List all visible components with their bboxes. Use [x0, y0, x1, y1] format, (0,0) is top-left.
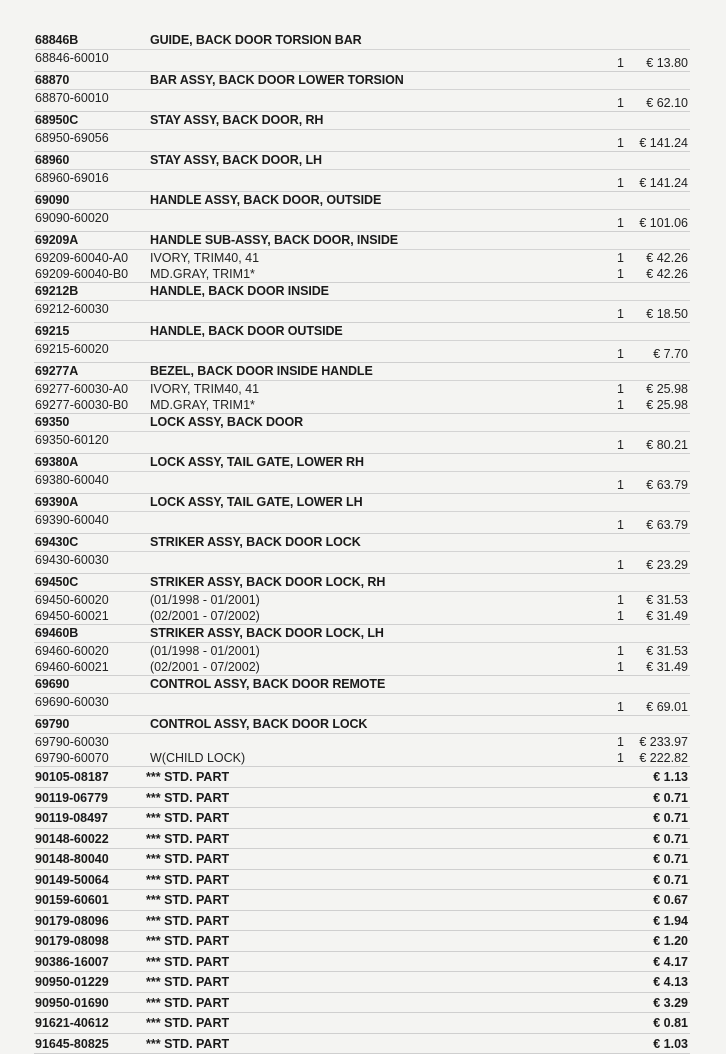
- part-price: € 42.26: [646, 266, 688, 282]
- group-title: STAY ASSY, BACK DOOR, RH: [150, 112, 323, 129]
- group-code: 68870: [35, 72, 69, 89]
- part-number: 69090-60020: [35, 210, 109, 226]
- part-quantity: 1: [614, 346, 624, 362]
- part-quantity: 1: [614, 643, 624, 659]
- group-title: STRIKER ASSY, BACK DOOR LOCK, LH: [150, 625, 384, 642]
- part-group: [34, 454, 690, 494]
- part-quantity: 1: [614, 437, 624, 453]
- part-number: 69277-60030-B0: [35, 397, 128, 413]
- part-price: € 233.97: [639, 734, 688, 750]
- part-number: 69460-60021: [35, 659, 109, 675]
- std-part-price: € 0.71: [653, 849, 688, 869]
- part-row: [34, 397, 690, 413]
- std-part-number: 90119-06779: [35, 788, 108, 808]
- part-quantity: 1: [614, 135, 624, 151]
- part-group: [34, 494, 690, 534]
- part-description: MD.GRAY, TRIM1*: [150, 397, 255, 413]
- part-number: 69450-60020: [35, 592, 109, 608]
- group-header: [34, 323, 690, 341]
- part-quantity: 1: [614, 381, 624, 397]
- parts-list: [34, 32, 690, 1054]
- part-description: (02/2001 - 07/2002): [150, 608, 260, 624]
- standard-parts: [34, 767, 690, 1054]
- std-part-row: [34, 870, 690, 891]
- std-part-description: *** STD. PART: [146, 972, 229, 992]
- part-row: [34, 734, 690, 750]
- std-part-price: € 0.71: [653, 870, 688, 890]
- std-part-number: 90149-50064: [35, 870, 109, 890]
- std-part-number: 90159-60601: [35, 890, 109, 910]
- part-number: 69690-60030: [35, 694, 109, 710]
- group-code: 69350: [35, 414, 69, 431]
- std-part-description: *** STD. PART: [146, 870, 229, 890]
- part-quantity: 1: [614, 55, 624, 71]
- part-number: 69430-60030: [35, 552, 109, 568]
- part-description: IVORY, TRIM40, 41: [150, 381, 259, 397]
- std-part-price: € 1.03: [653, 1034, 688, 1054]
- part-number: 69380-60040: [35, 472, 109, 488]
- part-quantity: 1: [614, 250, 624, 266]
- part-description: (01/1998 - 01/2001): [150, 643, 260, 659]
- std-part-description: *** STD. PART: [146, 993, 229, 1013]
- group-title: HANDLE, BACK DOOR INSIDE: [150, 283, 329, 300]
- part-price: € 31.49: [646, 608, 688, 624]
- group-header: [34, 494, 690, 512]
- part-number: 69350-60120: [35, 432, 109, 448]
- part-group: [34, 283, 690, 323]
- std-part-price: € 1.20: [653, 931, 688, 951]
- group-header: [34, 534, 690, 552]
- std-part-description: *** STD. PART: [146, 829, 229, 849]
- part-quantity: 1: [614, 477, 624, 493]
- group-code: 69215: [35, 323, 69, 340]
- part-number: 68870-60010: [35, 90, 109, 106]
- part-number: 69209-60040-B0: [35, 266, 128, 282]
- part-description: IVORY, TRIM40, 41: [150, 250, 259, 266]
- part-number: 69460-60020: [35, 643, 109, 659]
- std-part-description: *** STD. PART: [146, 788, 229, 808]
- group-code: 69390A: [35, 494, 78, 511]
- part-price: € 80.21: [646, 437, 688, 453]
- std-part-description: *** STD. PART: [146, 1034, 229, 1054]
- part-group: [34, 716, 690, 767]
- std-part-row: [34, 1013, 690, 1034]
- part-group: [34, 363, 690, 414]
- part-number: 68950-69056: [35, 130, 109, 146]
- part-price: € 63.79: [646, 477, 688, 493]
- part-row: [34, 210, 690, 231]
- part-group: [34, 625, 690, 676]
- group-header: [34, 454, 690, 472]
- std-part-price: € 0.71: [653, 829, 688, 849]
- std-part-number: 91645-80825: [35, 1034, 109, 1054]
- std-part-price: € 0.67: [653, 890, 688, 910]
- part-price: € 31.53: [646, 643, 688, 659]
- std-part-row: [34, 829, 690, 850]
- part-price: € 25.98: [646, 381, 688, 397]
- group-title: HANDLE SUB-ASSY, BACK DOOR, INSIDE: [150, 232, 398, 249]
- std-part-price: € 1.94: [653, 911, 688, 931]
- group-title: HANDLE, BACK DOOR OUTSIDE: [150, 323, 343, 340]
- std-part-description: *** STD. PART: [146, 911, 229, 931]
- part-quantity: 1: [614, 266, 624, 282]
- part-quantity: 1: [614, 699, 624, 715]
- part-row: [34, 250, 690, 266]
- part-row: [34, 432, 690, 453]
- std-part-description: *** STD. PART: [146, 931, 229, 951]
- std-part-row: [34, 808, 690, 829]
- part-group: [34, 192, 690, 232]
- std-part-number: 90386-16007: [35, 952, 109, 972]
- std-part-price: € 4.17: [653, 952, 688, 972]
- group-title: HANDLE ASSY, BACK DOOR, OUTSIDE: [150, 192, 381, 209]
- std-part-description: *** STD. PART: [146, 952, 229, 972]
- part-row: [34, 170, 690, 191]
- part-number: 68846-60010: [35, 50, 109, 66]
- std-part-price: € 3.29: [653, 993, 688, 1013]
- std-part-row: [34, 931, 690, 952]
- group-header: [34, 32, 690, 50]
- std-part-price: € 1.13: [653, 767, 688, 787]
- part-row: [34, 694, 690, 715]
- group-header: [34, 152, 690, 170]
- group-title: BEZEL, BACK DOOR INSIDE HANDLE: [150, 363, 373, 380]
- group-code: 69209A: [35, 232, 78, 249]
- part-price: € 63.79: [646, 517, 688, 533]
- group-code: 68950C: [35, 112, 78, 129]
- part-row: [34, 301, 690, 322]
- std-part-number: 90105-08187: [35, 767, 109, 787]
- part-price: € 222.82: [639, 750, 688, 766]
- part-quantity: 1: [614, 215, 624, 231]
- part-row: [34, 381, 690, 397]
- group-header: [34, 232, 690, 250]
- group-header: [34, 112, 690, 130]
- part-group: [34, 112, 690, 152]
- std-part-row: [34, 952, 690, 973]
- part-price: € 31.49: [646, 659, 688, 675]
- std-part-number: 90119-08497: [35, 808, 108, 828]
- part-number: 68960-69016: [35, 170, 109, 186]
- part-row: [34, 90, 690, 111]
- group-title: CONTROL ASSY, BACK DOOR REMOTE: [150, 676, 385, 693]
- part-group: [34, 232, 690, 283]
- std-part-number: 90179-08098: [35, 931, 109, 951]
- std-part-number: 90179-08096: [35, 911, 109, 931]
- part-description: W(CHILD LOCK): [150, 750, 245, 766]
- std-part-row: [34, 767, 690, 788]
- std-part-price: € 0.71: [653, 808, 688, 828]
- group-code: 69690: [35, 676, 69, 693]
- part-number: 69390-60040: [35, 512, 109, 528]
- group-header: [34, 283, 690, 301]
- std-part-description: *** STD. PART: [146, 890, 229, 910]
- group-title: STRIKER ASSY, BACK DOOR LOCK: [150, 534, 361, 551]
- part-description: MD.GRAY, TRIM1*: [150, 266, 255, 282]
- part-quantity: 1: [614, 95, 624, 111]
- group-header: [34, 625, 690, 643]
- part-price: € 18.50: [646, 306, 688, 322]
- part-row: [34, 472, 690, 493]
- std-part-price: € 0.81: [653, 1013, 688, 1033]
- std-part-number: 90950-01690: [35, 993, 109, 1013]
- group-header: [34, 192, 690, 210]
- std-part-row: [34, 1034, 690, 1054]
- part-price: € 141.24: [639, 135, 688, 151]
- std-part-number: 90148-80040: [35, 849, 109, 869]
- group-header: [34, 72, 690, 90]
- part-row: [34, 512, 690, 533]
- part-group: [34, 152, 690, 192]
- part-row: [34, 341, 690, 362]
- part-price: € 31.53: [646, 592, 688, 608]
- part-number: 69277-60030-A0: [35, 381, 128, 397]
- std-part-row: [34, 993, 690, 1014]
- group-title: LOCK ASSY, TAIL GATE, LOWER LH: [150, 494, 363, 511]
- part-price: € 101.06: [639, 215, 688, 231]
- part-row: [34, 659, 690, 675]
- part-groups: [34, 32, 690, 767]
- group-title: BAR ASSY, BACK DOOR LOWER TORSION: [150, 72, 404, 89]
- part-number: 69450-60021: [35, 608, 109, 624]
- part-row: [34, 643, 690, 659]
- part-description: (01/1998 - 01/2001): [150, 592, 260, 608]
- part-row: [34, 50, 690, 71]
- part-quantity: 1: [614, 557, 624, 573]
- group-header: [34, 574, 690, 592]
- part-row: [34, 750, 690, 766]
- std-part-row: [34, 849, 690, 870]
- part-number: 69209-60040-A0: [35, 250, 128, 266]
- group-code: 69450C: [35, 574, 78, 591]
- std-part-row: [34, 788, 690, 809]
- std-part-row: [34, 890, 690, 911]
- group-header: [34, 414, 690, 432]
- group-code: 69277A: [35, 363, 78, 380]
- group-title: GUIDE, BACK DOOR TORSION BAR: [150, 32, 362, 49]
- part-group: [34, 414, 690, 454]
- std-part-description: *** STD. PART: [146, 767, 229, 787]
- part-row: [34, 608, 690, 624]
- std-part-number: 91621-40612: [35, 1013, 109, 1033]
- std-part-description: *** STD. PART: [146, 1013, 229, 1033]
- part-number: 69790-60070: [35, 750, 109, 766]
- group-code: 69380A: [35, 454, 78, 471]
- part-row: [34, 130, 690, 151]
- part-quantity: 1: [614, 306, 624, 322]
- part-quantity: 1: [614, 397, 624, 413]
- std-part-description: *** STD. PART: [146, 849, 229, 869]
- part-description: (02/2001 - 07/2002): [150, 659, 260, 675]
- group-code: 68846B: [35, 32, 78, 49]
- group-title: LOCK ASSY, BACK DOOR: [150, 414, 303, 431]
- part-price: € 141.24: [639, 175, 688, 191]
- part-number: 69215-60020: [35, 341, 109, 357]
- part-quantity: 1: [614, 175, 624, 191]
- std-part-price: € 0.71: [653, 788, 688, 808]
- part-number: 69790-60030: [35, 734, 109, 750]
- std-part-number: 90148-60022: [35, 829, 109, 849]
- group-code: 69090: [35, 192, 69, 209]
- group-title: STAY ASSY, BACK DOOR, LH: [150, 152, 322, 169]
- part-row: [34, 266, 690, 282]
- group-title: CONTROL ASSY, BACK DOOR LOCK: [150, 716, 367, 733]
- part-group: [34, 32, 690, 72]
- group-code: 68960: [35, 152, 69, 169]
- part-group: [34, 574, 690, 625]
- part-quantity: 1: [614, 659, 624, 675]
- group-code: 69212B: [35, 283, 78, 300]
- std-part-row: [34, 972, 690, 993]
- part-group: [34, 72, 690, 112]
- group-code: 69430C: [35, 534, 78, 551]
- part-quantity: 1: [614, 734, 624, 750]
- part-group: [34, 323, 690, 363]
- group-code: 69790: [35, 716, 69, 733]
- part-price: € 13.80: [646, 55, 688, 71]
- part-quantity: 1: [614, 750, 624, 766]
- part-quantity: 1: [614, 608, 624, 624]
- part-price: € 69.01: [646, 699, 688, 715]
- group-header: [34, 716, 690, 734]
- part-quantity: 1: [614, 517, 624, 533]
- part-group: [34, 676, 690, 716]
- std-part-row: [34, 911, 690, 932]
- group-header: [34, 363, 690, 381]
- group-title: LOCK ASSY, TAIL GATE, LOWER RH: [150, 454, 364, 471]
- std-part-price: € 4.13: [653, 972, 688, 992]
- part-price: € 42.26: [646, 250, 688, 266]
- part-number: 69212-60030: [35, 301, 109, 317]
- part-price: € 62.10: [646, 95, 688, 111]
- group-header: [34, 676, 690, 694]
- part-row: [34, 552, 690, 573]
- part-quantity: 1: [614, 592, 624, 608]
- part-row: [34, 592, 690, 608]
- group-code: 69460B: [35, 625, 78, 642]
- std-part-number: 90950-01229: [35, 972, 109, 992]
- part-price: € 23.29: [646, 557, 688, 573]
- part-price: € 25.98: [646, 397, 688, 413]
- group-title: STRIKER ASSY, BACK DOOR LOCK, RH: [150, 574, 385, 591]
- part-price: € 7.70: [653, 346, 688, 362]
- std-part-description: *** STD. PART: [146, 808, 229, 828]
- part-group: [34, 534, 690, 574]
